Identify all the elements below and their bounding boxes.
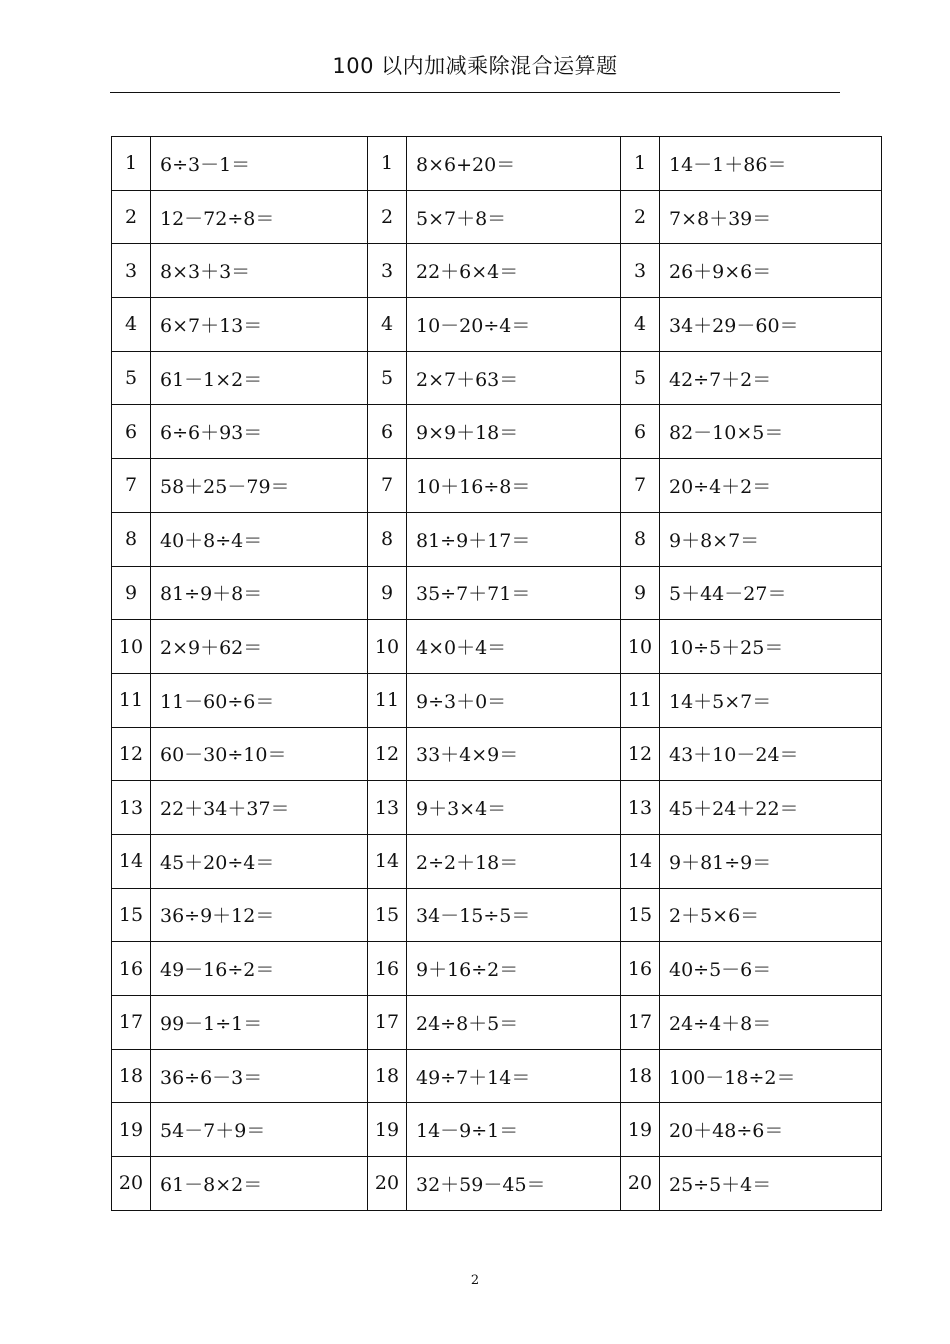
arithmetic-problem: 32＋59－45＝ [407, 1157, 621, 1211]
arithmetic-problem: 9＋8×7＝ [660, 512, 882, 566]
arithmetic-problem: 11－60÷6＝ [151, 673, 368, 727]
exercise-table-body [112, 137, 882, 1211]
arithmetic-problem: 40＋8÷4＝ [151, 512, 368, 566]
question-number: 17 [368, 996, 407, 1050]
arithmetic-problem: 14＋5×7＝ [660, 673, 882, 727]
arithmetic-problem: 99－1÷1＝ [151, 996, 368, 1050]
arithmetic-problem: 100－18÷2＝ [660, 1049, 882, 1103]
question-number: 12 [368, 727, 407, 781]
arithmetic-problem: 81÷9＋17＝ [407, 512, 621, 566]
table-row [112, 1157, 882, 1211]
question-number: 2 [112, 190, 151, 244]
question-number: 6 [368, 405, 407, 459]
question-number: 11 [112, 673, 151, 727]
question-number: 16 [112, 942, 151, 996]
arithmetic-problem: 5×7＋8＝ [407, 190, 621, 244]
arithmetic-problem: 45＋24＋22＝ [660, 781, 882, 835]
question-number: 13 [621, 781, 660, 835]
arithmetic-problem: 49÷7＋14＝ [407, 1049, 621, 1103]
arithmetic-problem: 34＋29－60＝ [660, 298, 882, 352]
question-number: 5 [112, 351, 151, 405]
question-number: 18 [112, 1049, 151, 1103]
question-number: 7 [368, 459, 407, 513]
arithmetic-problem: 9＋81÷9＝ [660, 834, 882, 888]
arithmetic-problem: 61－1×2＝ [151, 351, 368, 405]
arithmetic-problem: 54－7＋9＝ [151, 1103, 368, 1157]
question-number: 19 [368, 1103, 407, 1157]
question-number: 11 [621, 673, 660, 727]
question-number: 5 [621, 351, 660, 405]
arithmetic-problem: 2×9＋62＝ [151, 620, 368, 674]
arithmetic-problem: 40÷5－6＝ [660, 942, 882, 996]
table-row [112, 1049, 882, 1103]
question-number: 5 [368, 351, 407, 405]
question-number: 17 [621, 996, 660, 1050]
arithmetic-problem: 8×3＋3＝ [151, 244, 368, 298]
arithmetic-problem: 36÷9＋12＝ [151, 888, 368, 942]
table-row [112, 942, 882, 996]
question-number: 10 [368, 620, 407, 674]
arithmetic-problem: 24÷4＋8＝ [660, 996, 882, 1050]
table-row [112, 566, 882, 620]
table-row [112, 512, 882, 566]
arithmetic-problem: 22＋6×4＝ [407, 244, 621, 298]
arithmetic-problem: 82－10×5＝ [660, 405, 882, 459]
arithmetic-problem: 36÷6－3＝ [151, 1049, 368, 1103]
arithmetic-problem: 14－9÷1＝ [407, 1103, 621, 1157]
arithmetic-problem: 49－16÷2＝ [151, 942, 368, 996]
question-number: 3 [112, 244, 151, 298]
arithmetic-problem: 60－30÷10＝ [151, 727, 368, 781]
arithmetic-problem: 42÷7＋2＝ [660, 351, 882, 405]
table-row [112, 351, 882, 405]
question-number: 1 [368, 137, 407, 191]
question-number: 14 [621, 834, 660, 888]
question-number: 2 [621, 190, 660, 244]
table-row [112, 996, 882, 1050]
arithmetic-problem: 58＋25－79＝ [151, 459, 368, 513]
question-number: 3 [621, 244, 660, 298]
arithmetic-problem: 24÷8＋5＝ [407, 996, 621, 1050]
table-row [112, 244, 882, 298]
question-number: 11 [368, 673, 407, 727]
arithmetic-problem: 5＋44－27＝ [660, 566, 882, 620]
question-number: 16 [368, 942, 407, 996]
arithmetic-problem: 7×8＋39＝ [660, 190, 882, 244]
table-row [112, 834, 882, 888]
arithmetic-problem: 9×9＋18＝ [407, 405, 621, 459]
arithmetic-problem: 9＋16÷2＝ [407, 942, 621, 996]
arithmetic-problem: 2÷2＋18＝ [407, 834, 621, 888]
arithmetic-problem: 2＋5×6＝ [660, 888, 882, 942]
arithmetic-problem: 35÷7＋71＝ [407, 566, 621, 620]
question-number: 1 [112, 137, 151, 191]
arithmetic-problem: 14－1＋86＝ [660, 137, 882, 191]
question-number: 15 [112, 888, 151, 942]
question-number: 15 [368, 888, 407, 942]
arithmetic-problem: 10÷5＋25＝ [660, 620, 882, 674]
table-row [112, 137, 882, 191]
arithmetic-problem: 22＋34＋37＝ [151, 781, 368, 835]
question-number: 2 [368, 190, 407, 244]
arithmetic-problem: 61－8×2＝ [151, 1157, 368, 1211]
question-number: 20 [112, 1157, 151, 1211]
question-number: 7 [621, 459, 660, 513]
arithmetic-problem: 26＋9×6＝ [660, 244, 882, 298]
question-number: 17 [112, 996, 151, 1050]
question-number: 18 [368, 1049, 407, 1103]
table-row [112, 781, 882, 835]
arithmetic-problem: 6÷6＋93＝ [151, 405, 368, 459]
question-number: 4 [621, 298, 660, 352]
arithmetic-problem: 12－72÷8＝ [151, 190, 368, 244]
title-underline [110, 92, 840, 93]
table-row [112, 620, 882, 674]
question-number: 1 [621, 137, 660, 191]
question-number: 6 [621, 405, 660, 459]
question-number: 13 [368, 781, 407, 835]
table-row [112, 405, 882, 459]
arithmetic-problem: 9÷3＋0＝ [407, 673, 621, 727]
question-number: 20 [621, 1157, 660, 1211]
question-number: 9 [112, 566, 151, 620]
arithmetic-problem: 33＋4×9＝ [407, 727, 621, 781]
question-number: 6 [112, 405, 151, 459]
arithmetic-problem: 6÷3－1＝ [151, 137, 368, 191]
arithmetic-problem: 4×0＋4＝ [407, 620, 621, 674]
arithmetic-problem: 2×7＋63＝ [407, 351, 621, 405]
table-row [112, 1103, 882, 1157]
question-number: 15 [621, 888, 660, 942]
arithmetic-problem: 10＋16÷8＝ [407, 459, 621, 513]
question-number: 10 [112, 620, 151, 674]
arithmetic-problem: 20＋48÷6＝ [660, 1103, 882, 1157]
table-row [112, 727, 882, 781]
table-row [112, 459, 882, 513]
question-number: 12 [621, 727, 660, 781]
page-number: 2 [470, 1273, 480, 1288]
question-number: 9 [368, 566, 407, 620]
table-row [112, 298, 882, 352]
question-number: 14 [112, 834, 151, 888]
question-number: 13 [112, 781, 151, 835]
exercise-table [111, 136, 882, 1211]
arithmetic-problem: 6×7＋13＝ [151, 298, 368, 352]
arithmetic-problem: 25÷5＋4＝ [660, 1157, 882, 1211]
question-number: 9 [621, 566, 660, 620]
arithmetic-problem: 34－15÷5＝ [407, 888, 621, 942]
question-number: 4 [368, 298, 407, 352]
arithmetic-problem: 20÷4＋2＝ [660, 459, 882, 513]
question-number: 8 [621, 512, 660, 566]
question-number: 8 [368, 512, 407, 566]
arithmetic-problem: 43＋10－24＝ [660, 727, 882, 781]
question-number: 18 [621, 1049, 660, 1103]
question-number: 20 [368, 1157, 407, 1211]
question-number: 7 [112, 459, 151, 513]
question-number: 4 [112, 298, 151, 352]
arithmetic-problem: 8×6+20＝ [407, 137, 621, 191]
arithmetic-problem: 45＋20÷4＝ [151, 834, 368, 888]
table-row [112, 673, 882, 727]
arithmetic-problem: 81÷9＋8＝ [151, 566, 368, 620]
question-number: 19 [112, 1103, 151, 1157]
table-row [112, 190, 882, 244]
arithmetic-problem: 9＋3×4＝ [407, 781, 621, 835]
question-number: 19 [621, 1103, 660, 1157]
question-number: 16 [621, 942, 660, 996]
question-number: 10 [621, 620, 660, 674]
table-row [112, 888, 882, 942]
question-number: 3 [368, 244, 407, 298]
question-number: 8 [112, 512, 151, 566]
page-title: 100 以内加减乘除混合运算题 [332, 54, 618, 78]
question-number: 14 [368, 834, 407, 888]
arithmetic-problem: 10－20÷4＝ [407, 298, 621, 352]
question-number: 12 [112, 727, 151, 781]
